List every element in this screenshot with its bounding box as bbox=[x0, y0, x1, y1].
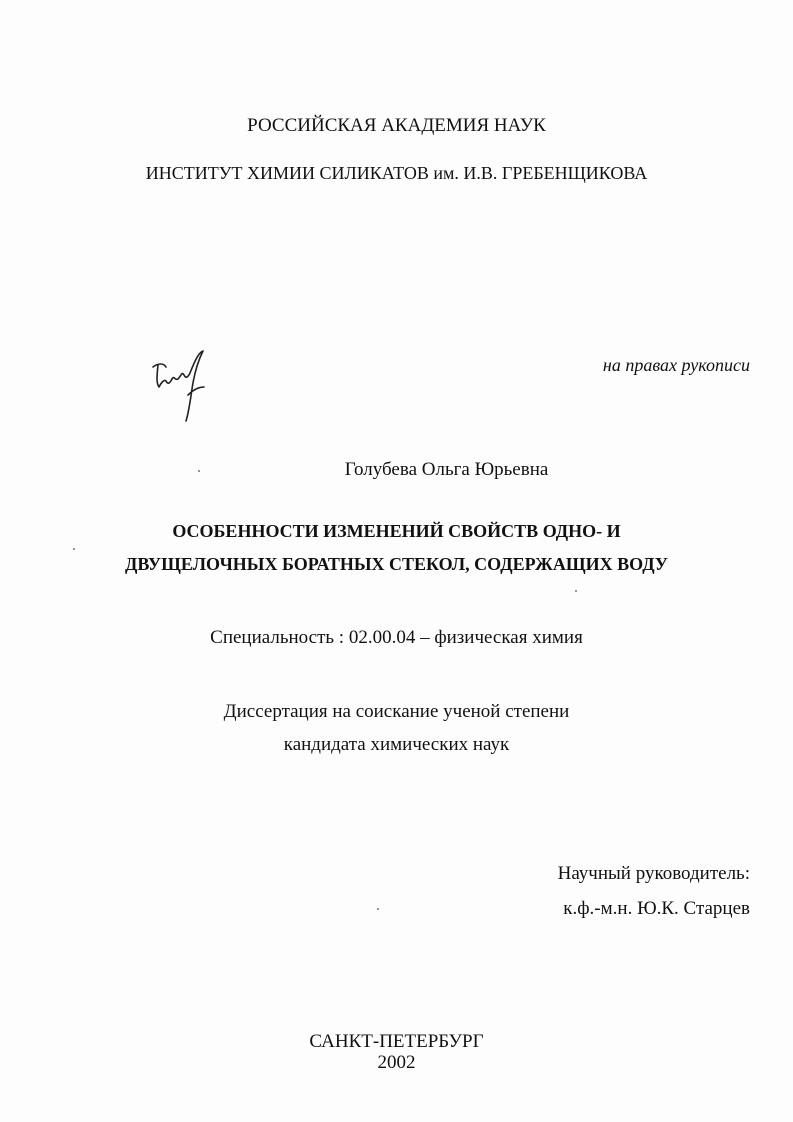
supervisor-name: к.ф.-м.н. Ю.К. Старцев bbox=[563, 898, 750, 919]
handwritten-signature bbox=[148, 345, 218, 425]
scan-speck bbox=[575, 590, 577, 592]
city: САНКТ-ПЕТЕРБУРГ bbox=[309, 1031, 484, 1052]
scan-speck bbox=[198, 470, 200, 472]
manuscript-rights-note: на правах рукописи bbox=[602, 355, 750, 375]
scan-speck bbox=[377, 908, 379, 910]
dissertation-title-line-1: ОСОБЕННОСТИ ИЗМЕНЕНИЙ СВОЙСТВ ОДНО- И bbox=[172, 521, 621, 541]
institute-name: ИНСТИТУТ ХИМИИ СИЛИКАТОВ им. И.В. ГРЕБЕНЩИКОВА bbox=[145, 163, 648, 183]
degree-statement-line-1: Диссертация на соискание ученой степени bbox=[223, 701, 570, 722]
academy-name: РОССИЙСКАЯ АКАДЕМИЯ НАУК bbox=[247, 115, 546, 136]
scan-speck bbox=[73, 548, 75, 550]
supervisor-label: Научный руководитель: bbox=[557, 863, 750, 884]
degree-statement-line-2: кандидата химических наук bbox=[283, 734, 510, 755]
specialty: Специальность : 02.00.04 – физическая химия bbox=[210, 627, 583, 648]
author-name: Голубева Ольга Юрьевна bbox=[344, 459, 549, 480]
year: 2002 bbox=[377, 1052, 416, 1073]
dissertation-title-line-2: ДВУЩЕЛОЧНЫХ БОРАТНЫХ СТЕКОЛ, СОДЕРЖАЩИХ ВОДУ bbox=[124, 554, 669, 574]
